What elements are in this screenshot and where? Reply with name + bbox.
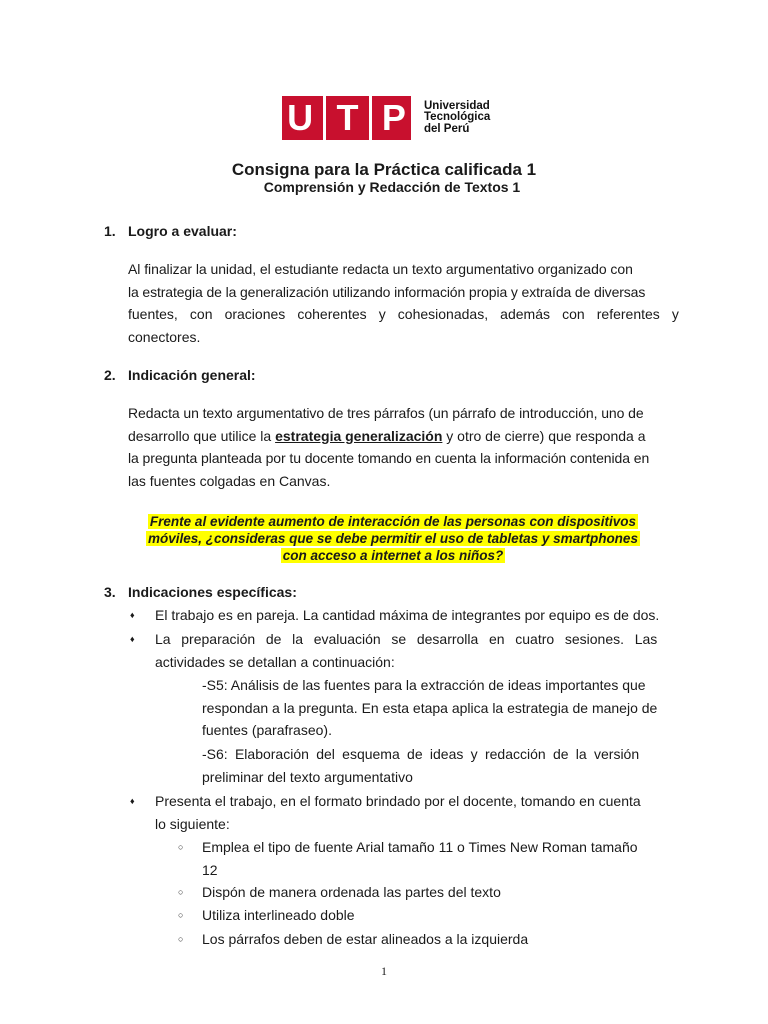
logo-institution-name <box>424 101 490 136</box>
diamond-bullet-icon: ♦ <box>130 796 135 806</box>
logo-separator <box>369 96 372 140</box>
paragraph-line: las fuentes colgadas en Canvas. <box>128 472 331 489</box>
bullet-text: El trabajo es en pareja. La cantidad máxima de integrantes por equipo es de dos. <box>155 607 660 623</box>
format-item <box>202 881 501 904</box>
section-1-paragraph <box>128 258 679 348</box>
format-text: Emplea el tipo de fuente Arial tamaño 11 o Times New Roman tamaño <box>202 839 638 855</box>
section-number: 1. <box>104 223 116 239</box>
bullet-item <box>155 604 659 627</box>
format-text: 12 <box>202 861 218 878</box>
page-number: 1 <box>381 964 387 978</box>
session-text: respondan a la pregunta. En esta etapa aplica la estrategia de manejo de <box>202 699 658 716</box>
format-text: Dispón de manera ordenada las partes del texto <box>202 884 501 900</box>
question-line: Frente al evidente aumento de interacción de las personas con dispositivos <box>149 514 637 529</box>
session-text: -S6: Elaboración del esquema de ideas y redacción de la versión <box>202 746 640 762</box>
document-subtitle: Comprensión y Redacción de Textos 1 <box>263 179 521 195</box>
bullet-text: Presenta el trabajo, en el formato brindado por el docente, tomando en cuenta <box>155 793 641 809</box>
key-strategy-term: estrategia generalización <box>275 427 443 444</box>
diamond-bullet-icon: ♦ <box>130 610 135 620</box>
format-item <box>202 836 638 881</box>
paragraph-line: la estrategia de la generalización utilizando información propia y extraída de diversas <box>128 283 646 300</box>
question-line: móviles, ¿consideras que se debe permitir el uso de tabletas y smartphones <box>148 531 638 546</box>
format-text: Utiliza interlineado doble <box>202 907 355 923</box>
paragraph-line: la pregunta planteada por tu docente tomando en cuenta la información contenida en <box>128 450 650 466</box>
format-text: Los párrafos deben de estar alineados a la izquierda <box>202 931 529 947</box>
bullet-text: lo siguiente: <box>155 815 230 832</box>
format-item <box>202 928 528 951</box>
section-2-paragraph <box>128 402 658 492</box>
bullet-text: actividades se detallan a continuación: <box>155 653 395 670</box>
utp-logo <box>282 96 490 140</box>
logo-text-line: Universidad <box>424 99 490 112</box>
logo-letter-p: P <box>381 97 406 138</box>
logo-letter-u: U <box>287 97 314 138</box>
section-2-heading <box>104 367 256 383</box>
bullet-item <box>155 628 657 673</box>
diamond-bullet-icon: ♦ <box>130 634 135 644</box>
section-3-heading <box>104 584 297 600</box>
paragraph-line: Al finalizar la unidad, el estudiante redacta un texto argumentativo organizado con <box>128 261 633 277</box>
circle-bullet-icon: ○ <box>178 842 184 852</box>
circle-bullet-icon: ○ <box>178 887 184 897</box>
session-text: fuentes (parafraseo). <box>202 722 332 738</box>
bullet-text: La preparación de la evaluación se desarrolla en cuatro sesiones. Las <box>155 631 658 647</box>
session-text: preliminar del texto argumentativo <box>202 768 413 785</box>
document-title: Consigna para la Práctica calificada 1 <box>231 160 537 179</box>
section-number: 3. <box>104 584 116 600</box>
logo-text-line: Tecnológica <box>424 111 491 124</box>
paragraph-line: conectores. <box>128 328 201 345</box>
utp-logo-mark <box>282 96 411 140</box>
highlighted-question <box>128 513 658 564</box>
circle-bullet-icon: ○ <box>178 934 184 944</box>
question-line: con acceso a internet a los niños? <box>282 548 504 563</box>
section-title: Indicaciones específicas: <box>128 584 297 600</box>
logo-separator <box>323 96 326 140</box>
logo-text-line: del Perú <box>424 122 470 135</box>
section-number: 2. <box>104 367 116 383</box>
session-s6 <box>202 743 658 788</box>
section-title: Indicación general: <box>128 367 256 383</box>
bullet-item <box>155 790 641 835</box>
paragraph-line: fuentes, con oraciones coherentes y cohesionadas, además con referentes y <box>128 306 679 322</box>
logo-letter-t: T <box>336 97 359 138</box>
section-1-heading <box>104 223 237 239</box>
paragraph-line: Redacta un texto argumentativo de tres párrafos (un párrafo de introducción, uno de <box>128 405 644 421</box>
session-text: -S5: Análisis de las fuentes para la extracción de ideas importantes que <box>202 677 646 693</box>
circle-bullet-icon: ○ <box>178 910 184 920</box>
format-item <box>202 904 355 927</box>
session-s5 <box>202 674 658 742</box>
section-title: Logro a evaluar: <box>128 223 237 239</box>
paragraph-line: desarrollo que utilice la estrategia generalización y otro de cierre) que responda a <box>128 427 646 444</box>
